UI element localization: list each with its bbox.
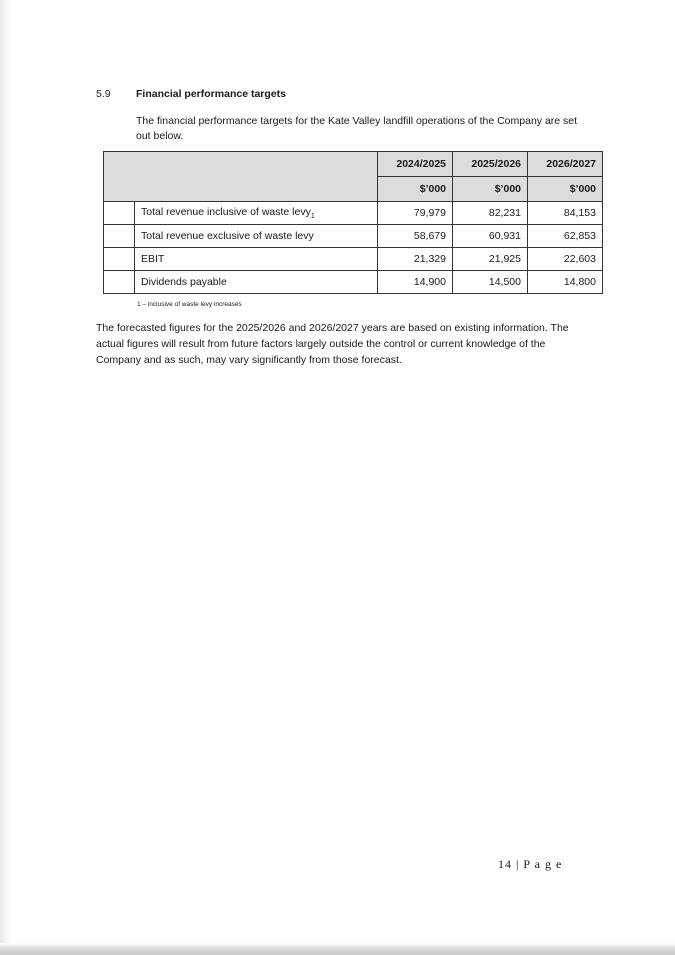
header-unit: $’000	[453, 177, 528, 202]
header-unit: $’000	[378, 177, 453, 202]
table-footnote: 1 – inclusive of waste levy increases	[137, 301, 242, 308]
row-label: EBIT	[135, 248, 378, 271]
header-year: 2025/2026	[453, 152, 528, 177]
page-number: 14 | P a g e	[498, 857, 563, 871]
row-label-text: Total revenue inclusive of waste levy	[141, 205, 311, 218]
intro-paragraph: The financial performance targets for the Kate Valley landfill operations of the Company are set out below.	[136, 115, 578, 142]
scan-edge-left	[0, 0, 10, 955]
section-heading	[96, 88, 286, 100]
row-value: 84,153	[528, 202, 603, 225]
row-value: 58,679	[378, 225, 453, 248]
table-row	[104, 248, 603, 271]
table-row	[104, 202, 603, 225]
header-blank-cell	[104, 152, 378, 202]
row-value: 79,979	[378, 202, 453, 225]
section-title: Financial performance targets	[136, 88, 286, 100]
row-value: 62,853	[528, 225, 603, 248]
row-value: 82,231	[453, 202, 528, 225]
footnote-marker: 1	[310, 213, 315, 221]
header-year: 2024/2025	[378, 152, 453, 177]
table-row	[104, 271, 603, 294]
row-value: 14,900	[378, 271, 453, 294]
section-number: 5.9	[96, 88, 111, 100]
row-value: 22,603	[528, 248, 603, 271]
row-value: 21,329	[378, 248, 453, 271]
row-label: Dividends payable	[135, 271, 378, 294]
table-row	[104, 225, 603, 248]
row-value: 14,800	[528, 271, 603, 294]
header-unit: $’000	[528, 177, 603, 202]
row-spacer-cell	[104, 248, 135, 271]
row-spacer-cell	[104, 202, 135, 225]
header-year: 2026/2027	[528, 152, 603, 177]
financial-targets-table	[103, 151, 603, 294]
row-spacer-cell	[104, 271, 135, 294]
row-label: Total revenue exclusive of waste levy	[135, 225, 378, 248]
row-spacer-cell	[104, 225, 135, 248]
body-paragraph: The forecasted figures for the 2025/2026 and 2026/2027 years are based on existing information. The actual figures will result from future factors largely outside the control or current knowledge of the Company and as such, may vary significantly from those forecast.	[96, 322, 569, 366]
row-value: 21,925	[453, 248, 528, 271]
row-label	[135, 202, 378, 225]
row-value: 14,500	[453, 271, 528, 294]
header-row-years	[104, 152, 603, 177]
scan-edge-bottom	[0, 943, 675, 955]
row-value: 60,931	[453, 225, 528, 248]
